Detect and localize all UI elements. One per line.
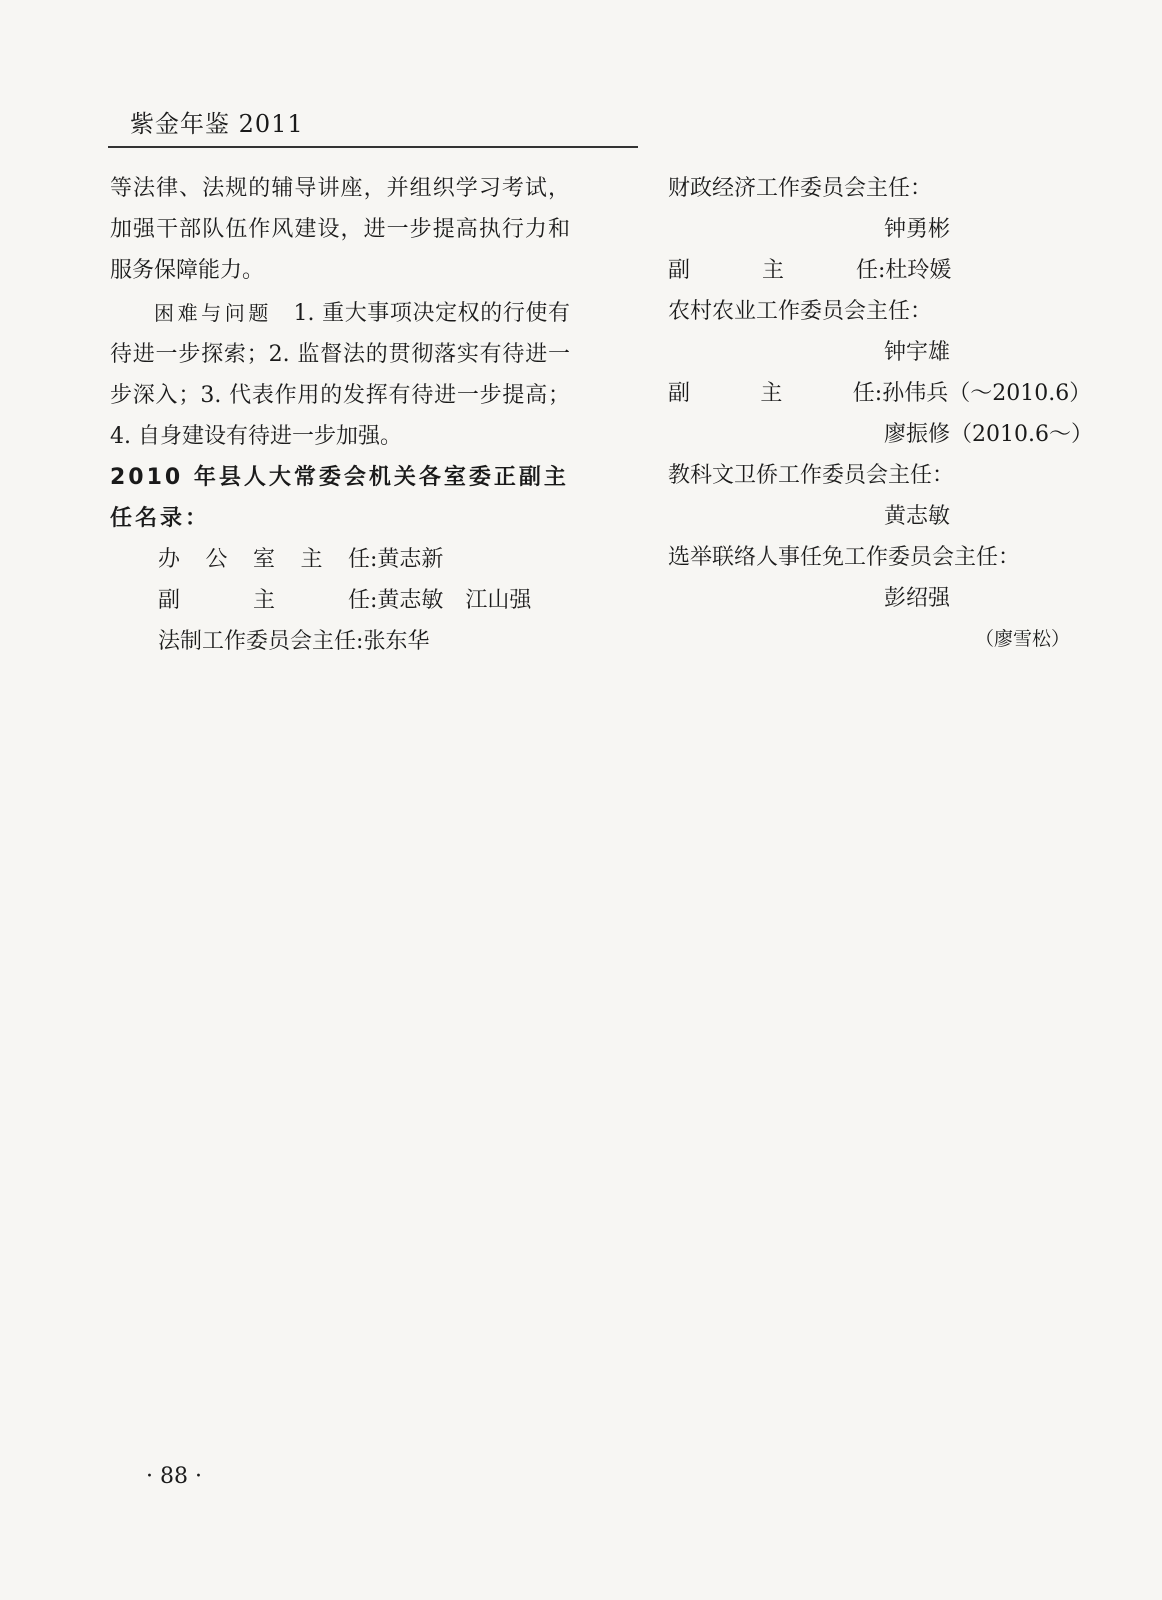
page-number: · 88 · <box>146 1464 202 1489</box>
problems-label: 困难与问题 <box>154 301 272 325</box>
committee-education-director: 黄志敏 <box>884 504 951 529</box>
header-rule <box>108 146 638 148</box>
committee-finance-deputy: 副 主 任 : 杜玲媛 <box>668 250 1088 291</box>
deputy-label: 副 主 任 <box>668 381 875 406</box>
deputy-value: 杜玲媛 <box>885 258 952 283</box>
committee-agriculture: 农村农业工作委员会主任： <box>668 299 933 324</box>
left-column <box>110 168 570 662</box>
row-value: 黄志敏 江山强 <box>377 588 532 613</box>
paragraph-work-summary: 等法律、法规的辅导讲座，并组织学习考试，加强干部队伍作风建设，进一步提高执行力和服务保障能力。 <box>110 176 570 283</box>
row-label: 法制工作委员会主任 <box>158 629 357 654</box>
committee-finance-director: 钟勇彬 <box>884 217 951 242</box>
problems-text: 1. 重大事项决定权的行使有待进一步探索；2. 监督法的贯彻落实有待进一步深入；3. 代表作用的发挥有待进一步提高；4. 自身建设有待进一步加强。 <box>110 301 571 449</box>
committee-personnel-director: 彭绍强 <box>884 586 951 611</box>
right-column <box>668 168 1093 659</box>
running-header: 紫金年鉴 2011 <box>130 110 304 138</box>
committee-agriculture-director: 钟宇雄 <box>884 340 951 365</box>
committee-finance: 财政经济工作委员会主任： <box>668 176 933 201</box>
row-office-director: 办 公 室 主 任 : 黄志新 <box>158 539 570 580</box>
committee-agriculture-deputy-2: 廖振修（2010.6～） <box>884 422 1093 447</box>
row-value: 黄志新 <box>377 547 444 572</box>
committee-personnel: 选举联络人事任免工作委员会主任： <box>668 545 1021 570</box>
committee-education: 教科文卫侨工作委员会主任： <box>668 463 955 488</box>
deputy-value: 孙伟兵（～2010.6） <box>882 381 1092 406</box>
row-legal-committee: 法制工作委员会主任 : 张东华 <box>158 621 570 662</box>
paragraph-problems <box>110 293 570 457</box>
row-value: 张东华 <box>363 629 430 654</box>
row-office-deputy: 副 主 任 : 黄志敏 江山强 <box>158 580 570 621</box>
row-label: 办 公 室 主 任 <box>158 547 370 572</box>
deputy-label: 副 主 任 <box>668 258 878 283</box>
author-credit: （廖雪松） <box>974 628 1070 650</box>
committee-agriculture-deputy: 副 主 任 : 孙伟兵（～2010.6） <box>668 373 1088 414</box>
directory-heading: 2010 年县人大常委会机关各室委正副主任名录： <box>110 465 569 531</box>
row-label: 副 主 任 <box>158 588 370 613</box>
